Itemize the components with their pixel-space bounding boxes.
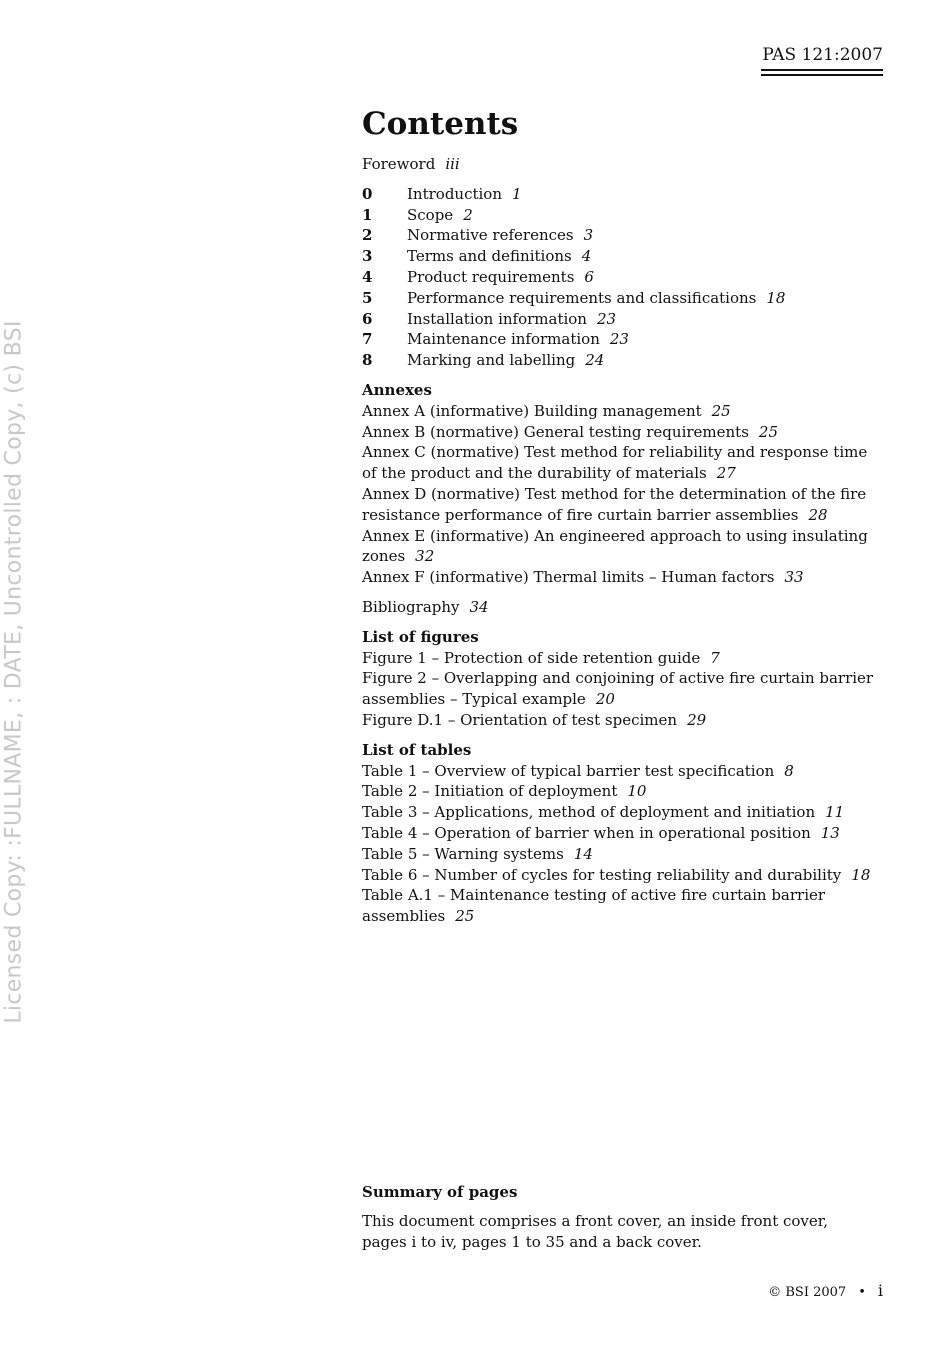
toc-entry-label: Performance requirements and classifications [407,288,757,307]
tables-heading: List of tables [362,740,472,759]
toc-entry-label: Table 3 – Applications, method of deployment and initiation [362,803,816,822]
toc-entry-clause-8[interactable] [362,350,882,371]
toc-entry-label: Normative references [407,226,574,245]
toc-entry-page: 28 [808,505,828,524]
toc-entry-table-a1[interactable] [362,885,882,927]
toc-entry-label: Annex B (normative) General testing requirements [362,422,749,441]
page-number: i [877,1281,883,1300]
toc-entry-annex-b[interactable] [362,422,882,443]
toc-entry-annex-e[interactable] [362,526,882,568]
toc-entry-page: 18 [851,865,871,884]
bullet-separator: • [858,1285,866,1300]
clause-number: 2 [362,226,373,245]
toc-entry-table-2[interactable] [362,781,882,802]
toc-entry-clause-5[interactable] [362,288,882,309]
toc-entry-annex-f[interactable] [362,567,882,588]
summary-heading: Summary of pages [362,1183,518,1201]
annexes-heading: Annexes [362,380,432,399]
toc-entry-label: Bibliography [362,597,460,616]
toc-entry-page: 8 [784,761,794,780]
toc-entry-label: Annex E (informative) An engineered approach to using insulating zones [362,526,868,566]
toc-entry-figure-1[interactable] [362,648,882,669]
toc-entry-page: 11 [825,803,845,822]
toc-entry-clause-2[interactable] [362,225,882,246]
clause-number: 7 [362,330,373,349]
toc-entry-label: Terms and definitions [407,247,572,266]
toc-entry-page: 33 [784,568,804,587]
toc-entry-page: 1 [512,184,522,203]
page-title: Contents [362,106,519,142]
toc-entry-label: Table 2 – Initiation of deployment [362,782,618,801]
toc-entry-clause-6[interactable] [362,309,882,330]
toc-entry-annex-d[interactable] [362,484,882,526]
toc-entry-label: Foreword [362,155,436,173]
toc-entry-figure-d1[interactable] [362,710,882,731]
toc-entry-label: Annex F (informative) Thermal limits – Human factors [362,568,775,587]
clause-number: 5 [362,288,373,307]
toc-entry-page: 3 [583,226,594,245]
toc-entry-clause-1[interactable] [362,205,882,226]
toc-entry-label: Table 4 – Operation of barrier when in operational position [362,823,811,842]
toc-entry-table-6[interactable] [362,865,882,886]
toc-entry-table-3[interactable] [362,802,882,823]
header-rule-second [761,74,883,76]
annex-list [362,380,882,588]
clause-number: 8 [362,351,373,370]
document-id: PAS 121:2007 [762,45,883,65]
summary-text-line-1: This document comprises a front cover, an inside front cover, [362,1211,829,1230]
clause-number: 6 [362,309,373,328]
summary-of-pages [362,1182,882,1252]
toc-entry-foreword[interactable] [362,154,882,175]
watermark: Licensed Copy: :FULLNAME, : DATE, Uncontrolled Copy, (c) BSI [1,320,27,1024]
toc-entry-clause-7[interactable] [362,329,882,350]
toc-entry-page: 18 [766,288,786,307]
toc-entry-clause-3[interactable] [362,246,882,267]
toc-entry-page: 25 [758,422,778,441]
clause-list [362,184,882,371]
toc-entry-page: 23 [609,330,629,349]
toc-entry-label: Annex C (normative) Test method for reliability and response time of the product and the durability of materials [362,443,868,483]
toc-entry-page: 24 [585,351,605,370]
toc-entry-page: 27 [716,464,736,483]
toc-entry-page: 34 [469,597,489,616]
toc-entry-label: Annex A (informative) Building management [362,401,702,420]
toc-entry-bibliography[interactable] [362,597,882,618]
toc-entry-annex-a[interactable] [362,401,882,422]
clause-number: 3 [362,247,373,266]
toc-entry-label: Product requirements [407,267,575,286]
toc-entry-page: 25 [455,907,475,926]
toc-entry-label: Table 1 – Overview of typical barrier test specification [362,761,775,780]
figure-list [362,627,882,731]
clause-number: 1 [362,205,373,224]
toc-entry-label: Annex D (normative) Test method for the determination of the fire resistance performance of fire curtain barrier assemblies [362,484,867,524]
toc-entry-page: iii [445,155,460,173]
toc-entry-page: 2 [463,205,473,224]
toc-entry-page: 29 [687,710,707,729]
contents-section [362,104,882,927]
toc-entry-label: Maintenance information [407,330,600,349]
toc-entry-label: Scope [407,205,454,224]
toc-entry-page: 10 [627,782,647,801]
toc-entry-table-5[interactable] [362,844,882,865]
page-footer [768,1282,883,1302]
copyright-notice: © BSI 2007 [768,1285,847,1300]
clause-number: 4 [362,267,373,286]
toc-entry-label: Table A.1 – Maintenance testing of active fire curtain barrier assemblies [362,886,826,926]
toc-entry-page: 4 [581,247,592,266]
toc-entry-label: Introduction [407,184,502,203]
toc-entry-page: 6 [584,267,594,286]
toc-entry-table-1[interactable] [362,761,882,782]
toc-entry-label: Table 6 – Number of cycles for testing reliability and durability [362,865,842,884]
toc-entry-page: 25 [711,401,731,420]
toc-entry-page: 32 [415,547,435,566]
toc-entry-page: 14 [573,844,593,863]
figures-heading: List of figures [362,627,479,646]
toc-entry-page: 7 [710,648,720,667]
toc-entry-clause-4[interactable] [362,267,882,288]
table-list [362,740,882,927]
toc-entry-label: Table 5 – Warning systems [362,844,564,863]
toc-entry-label: Figure 2 – Overlapping and conjoining of active fire curtain barrier assemblies – Typical example [362,669,874,709]
toc-entry-table-4[interactable] [362,823,882,844]
toc-entry-page: 23 [596,309,617,328]
toc-entry-label: Installation information [407,309,587,328]
clause-number: 0 [362,184,373,203]
toc-entry-clause-0[interactable] [362,184,882,205]
toc-entry-page: 20 [595,690,615,709]
summary-text-line-2: pages i to iv, pages 1 to 35 and a back cover. [362,1232,702,1251]
toc-entry-annex-c[interactable] [362,442,882,484]
toc-entry-figure-2[interactable] [362,668,882,710]
toc-entry-label: Figure D.1 – Orientation of test specimen [362,710,678,729]
toc-entry-page: 13 [820,823,840,842]
toc-entry-label: Figure 1 – Protection of side retention guide [362,648,701,667]
toc-entry-label: Marking and labelling [407,351,576,370]
header-rule [761,69,883,71]
